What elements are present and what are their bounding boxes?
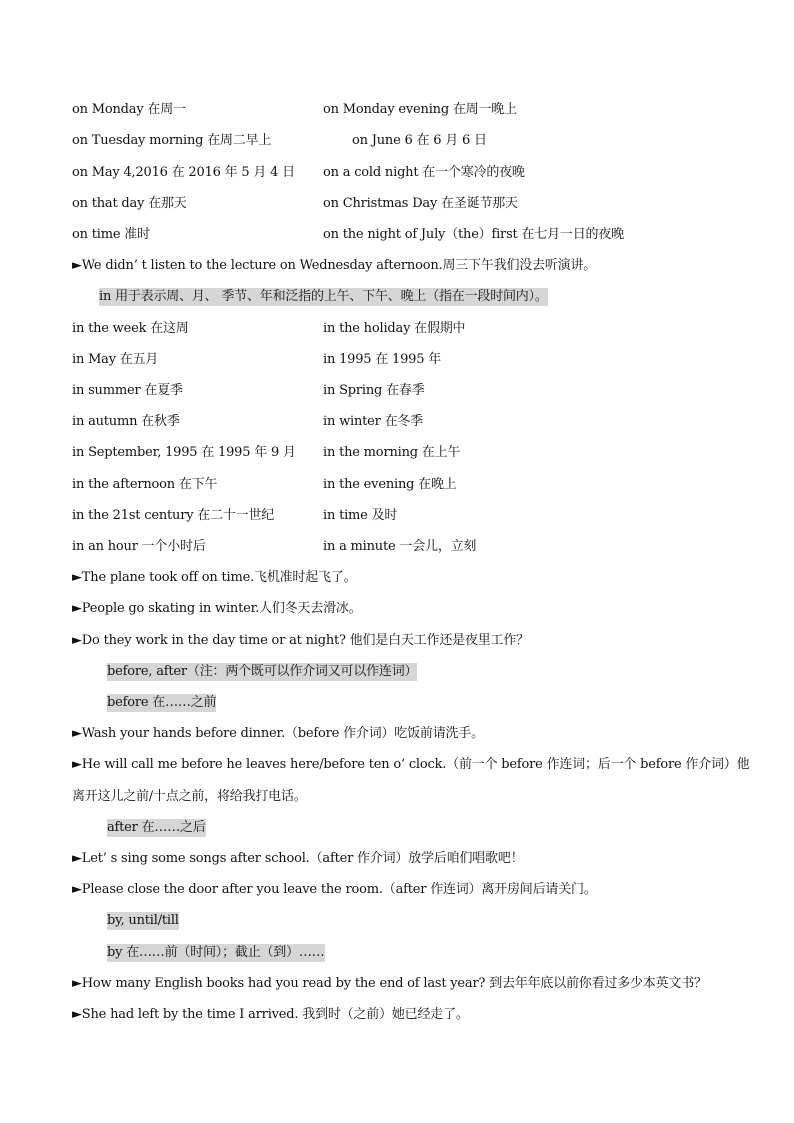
in-phrase-right: in the evening 在晚上 bbox=[323, 477, 457, 492]
on-phrase-left: on May 4,2016 在 2016 年 5 月 4 日 bbox=[72, 165, 295, 180]
in-phrase-right: in 1995 在 1995 年 bbox=[323, 352, 442, 367]
example-sentence: ►Let’ s sing some songs after school.（after 作介词）放学后咱们唱歌吧！ bbox=[72, 851, 524, 866]
example-sentence: ►He will call me before he leaves here/before ten o’ clock.（前一个 before 作连词；后一个 before 作介词）他 bbox=[72, 757, 750, 772]
in-phrase-right: in time 及时 bbox=[323, 508, 398, 523]
in-phrase-left: in autumn 在秋季 bbox=[72, 414, 180, 429]
on-phrase-left: on time 准时 bbox=[72, 227, 150, 242]
on-phrase-left: on Tuesday morning 在周二早上 bbox=[72, 133, 272, 148]
example-sentence: ►We didn’ t listen to the lecture on Wednesday afternoon.周三下午我们没去听演讲。 bbox=[72, 258, 597, 273]
example-sentence: ►Wash your hands before dinner.（before 作介词）吃饭前请洗手。 bbox=[72, 726, 484, 741]
on-phrase-left: on that day 在那天 bbox=[72, 196, 187, 211]
in-phrase-left: in the afternoon 在下午 bbox=[72, 477, 218, 492]
example-sentence: ►Please close the door after you leave the room.（after 作连词）离开房间后请关门。 bbox=[72, 882, 597, 897]
on-phrase-right: on Monday evening 在周一晚上 bbox=[323, 102, 517, 117]
on-phrase-left: on Monday 在周一 bbox=[72, 102, 186, 117]
on-phrase-right: on June 6 在 6 月 6 日 bbox=[352, 133, 487, 148]
in-phrase-right: in the holiday 在假期中 bbox=[323, 321, 466, 336]
section-heading-by: by 在……前（时间）；截止（到）…… bbox=[107, 945, 325, 960]
section-heading-before: before 在……之前 bbox=[107, 695, 217, 710]
in-phrase-left: in summer 在夏季 bbox=[72, 383, 183, 398]
in-phrase-right: in Spring 在春季 bbox=[323, 383, 425, 398]
example-sentence: ►The plane took off on time.飞机准时起飞了。 bbox=[72, 570, 357, 585]
on-phrase-right: on the night of July（the）first 在七月一日的夜晚 bbox=[323, 227, 624, 242]
section-heading-by-until: by, until/till bbox=[107, 913, 179, 928]
on-phrase-right: on Christmas Day 在圣诞节那天 bbox=[323, 196, 518, 211]
in-phrase-left: in May 在五月 bbox=[72, 352, 159, 367]
on-phrase-right: on a cold night 在一个寒冷的夜晚 bbox=[323, 165, 525, 180]
in-phrase-left: in the week 在这周 bbox=[72, 321, 189, 336]
section-heading-before-after: before, after（注：两个既可以作介词又可以作连词） bbox=[107, 664, 418, 679]
example-sentence: ►People go skating in winter.人们冬天去滑冰。 bbox=[72, 601, 362, 616]
section-heading-after: after 在……之后 bbox=[107, 820, 206, 835]
in-phrase-right: in a minute 一会儿，立刻 bbox=[323, 539, 477, 554]
in-phrase-left: in September, 1995 在 1995 年 9 月 bbox=[72, 445, 296, 460]
example-sentence: ►She had left by the time I arrived. 我到时（之前）她已经走了。 bbox=[72, 1007, 469, 1022]
example-sentence-continued: 离开这儿之前/十点之前，将给我打电话。 bbox=[72, 789, 307, 804]
in-phrase-right: in winter 在冬季 bbox=[323, 414, 423, 429]
example-sentence: ►Do they work in the day time or at night? 他们是白天工作还是夜里工作？ bbox=[72, 633, 529, 648]
in-phrase-left: in an hour 一个小时后 bbox=[72, 539, 206, 554]
example-sentence: ►How many English books had you read by the end of last year? 到去年年底以前你看过多少本英文书？ bbox=[72, 976, 707, 991]
in-phrase-left: in the 21st century 在二十一世纪 bbox=[72, 508, 275, 523]
section-heading-in: in 用于表示周、月、 季节、年和泛指的上午、下午、晚上（指在一段时间内）。 bbox=[99, 289, 548, 304]
in-phrase-right: in the morning 在上午 bbox=[323, 445, 461, 460]
